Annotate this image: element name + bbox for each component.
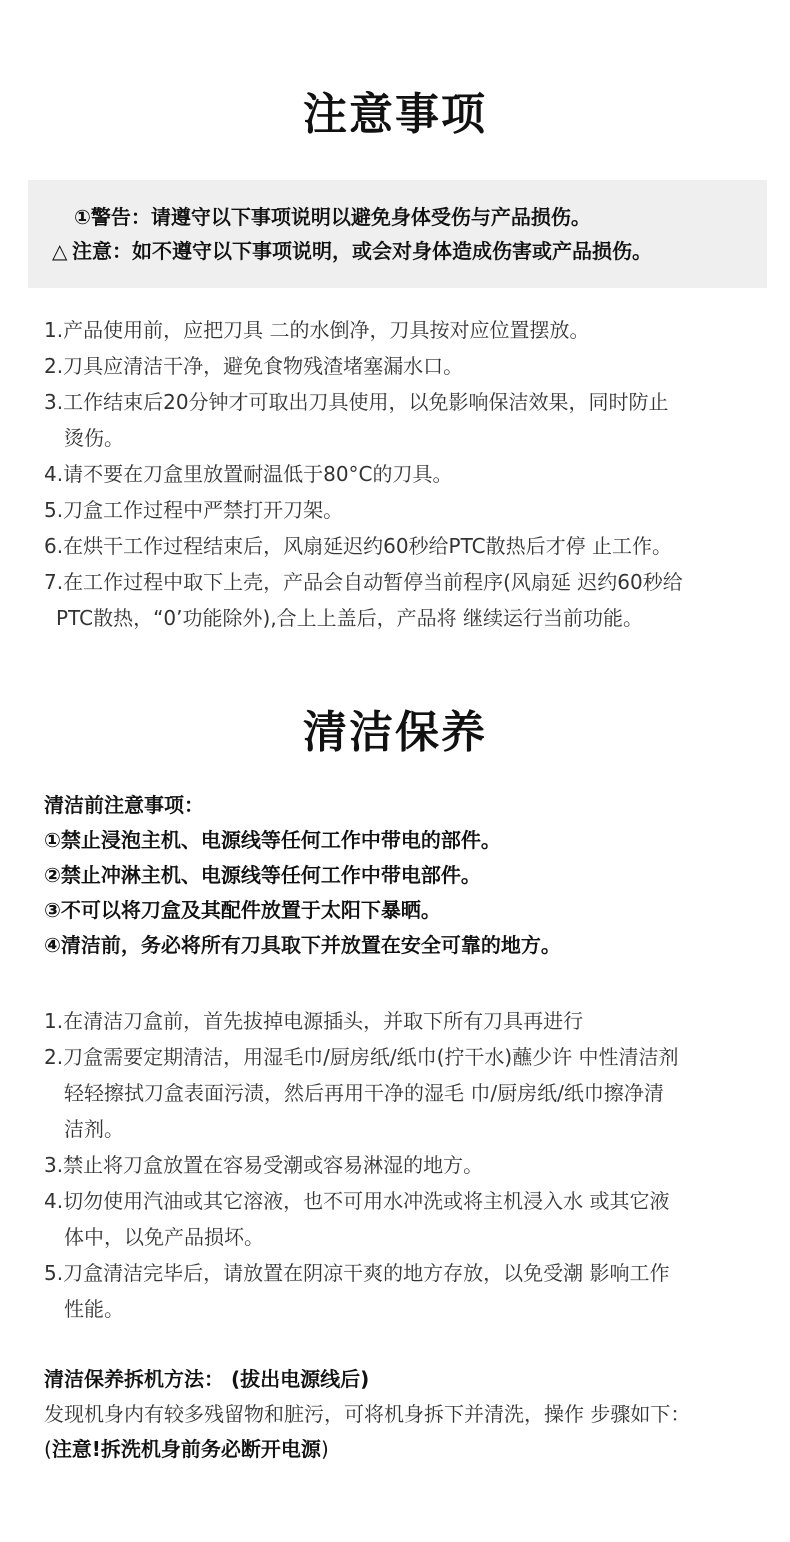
item-number: 3. — [44, 1153, 64, 1177]
item-text: 刀具应清洁干净，避免食物残渣堵塞漏水口。 — [63, 354, 464, 378]
caution-line — [52, 234, 767, 268]
notes-list — [44, 312, 774, 636]
clean-title: 清洁保养 — [303, 707, 487, 758]
item-text: 刀盒清洁完毕后，请放置在阴凉干爽的地方存放，以免受潮 影响工作 — [63, 1261, 670, 1285]
list-item — [44, 528, 774, 564]
pre-note-item: ③不可以将刀盒及其配件放置于太阳下暴晒。 — [44, 898, 441, 922]
disassembly-section — [44, 1362, 774, 1467]
open-paren: ( — [44, 1437, 52, 1461]
item-text: 产品使用前，应把刀具 二的水倒净，刀具按对应位置摆放。 — [63, 318, 590, 342]
warning-text: ①警告：请遵守以下事项说明以避免身体受伤与产品损伤。 — [74, 205, 591, 229]
warning-box — [28, 180, 767, 288]
item-continuation: 轻轻擦拭刀盒表面污渍，然后再用干净的湿毛 巾/厨房纸/纸巾擦净清 洁剂。 — [64, 1081, 664, 1141]
item-number: 4. — [44, 1189, 64, 1213]
list-item — [44, 348, 774, 384]
disassembly-warning-text: 注意!拆洗机身前务必断开电源 — [51, 1437, 321, 1461]
list-item — [44, 312, 774, 348]
list-item — [44, 456, 774, 492]
item-continuation: 体中，以免产品损坏。 — [64, 1225, 264, 1249]
item-number: 2. — [44, 1045, 64, 1069]
pre-cleaning-notes — [44, 788, 774, 963]
item-number: 5. — [44, 1261, 64, 1285]
item-text: 刀盒工作过程中严禁打开刀架。 — [63, 498, 344, 522]
list-item — [44, 1039, 774, 1147]
item-text: 工作结束后20分钟才可取出刀具使用，以免影响保洁效果，同时防止 — [63, 390, 669, 414]
item-number: 5. — [44, 498, 64, 522]
item-number: 2. — [44, 354, 64, 378]
item-number: 1. — [44, 318, 64, 342]
pre-note-item: ②禁止冲淋主机、电源线等任何工作中带电部件。 — [44, 863, 481, 887]
disassembly-heading: 清洁保养拆机方法： (拔出电源线后) — [44, 1367, 370, 1391]
list-item — [44, 1183, 774, 1255]
item-text: 在烘干工作过程结束后，风扇延迟约60秒给PTC散热后才停 止工作。 — [63, 534, 672, 558]
disassembly-warning — [44, 1432, 774, 1467]
pre-notes-heading: 清洁前注意事项： — [44, 793, 204, 817]
item-text: 切勿使用汽油或其它溶液，也不可用水冲洗或将主机浸入水 或其它液 — [63, 1189, 670, 1213]
list-item — [44, 492, 774, 528]
warning-line — [74, 200, 767, 234]
list-item — [44, 564, 774, 636]
list-item — [44, 1255, 774, 1327]
item-continuation: 性能。 — [64, 1297, 124, 1321]
list-item — [44, 1147, 774, 1183]
item-text: 禁止将刀盒放置在容易受潮或容易淋湿的地方。 — [63, 1153, 484, 1177]
caution-text: 注意：如不遵守以下事项说明，或会对身体造成伤害或产品损伤。 — [72, 239, 652, 263]
caution-triangle-icon: △ — [52, 239, 68, 263]
list-item — [44, 1003, 774, 1039]
item-continuation: PTC散热，“0’功能除外),合上上盖后，产品将 继续运行当前功能。 — [56, 606, 644, 630]
item-number: 4. — [44, 462, 64, 486]
item-number: 1. — [44, 1009, 64, 1033]
list-item — [44, 384, 774, 456]
cleaning-steps-list — [44, 1003, 774, 1327]
notes-title: 注意事项 — [303, 89, 487, 140]
item-text: 在清洁刀盒前，首先拔掉电源插头，并取下所有刀具再进行 — [63, 1009, 584, 1033]
item-text: 在工作过程中取下上壳，产品会自动暂停当前程序(风扇延 迟约60秒给 — [63, 570, 683, 594]
pre-note-item: ④清洁前，务必将所有刀具取下并放置在安全可靠的地方。 — [44, 933, 561, 957]
item-number: 7. — [44, 570, 64, 594]
disassembly-description: 发现机身内有较多残留物和脏污，可将机身拆下并清洗，操作 步骤如下： — [44, 1402, 691, 1426]
item-number: 6. — [44, 534, 64, 558]
item-text: 刀盒需要定期清洁，用湿毛巾/厨房纸/纸巾(拧干水)蘸少许 中性清洁剂 — [63, 1045, 679, 1069]
item-number: 3. — [44, 390, 64, 414]
item-continuation: 烫伤。 — [64, 426, 124, 450]
item-text: 请不要在刀盒里放置耐温低于80°C的刀具。 — [63, 462, 453, 486]
close-paren: ) — [320, 1437, 329, 1461]
pre-note-item: ①禁止浸泡主机、电源线等任何工作中带电的部件。 — [44, 828, 501, 852]
